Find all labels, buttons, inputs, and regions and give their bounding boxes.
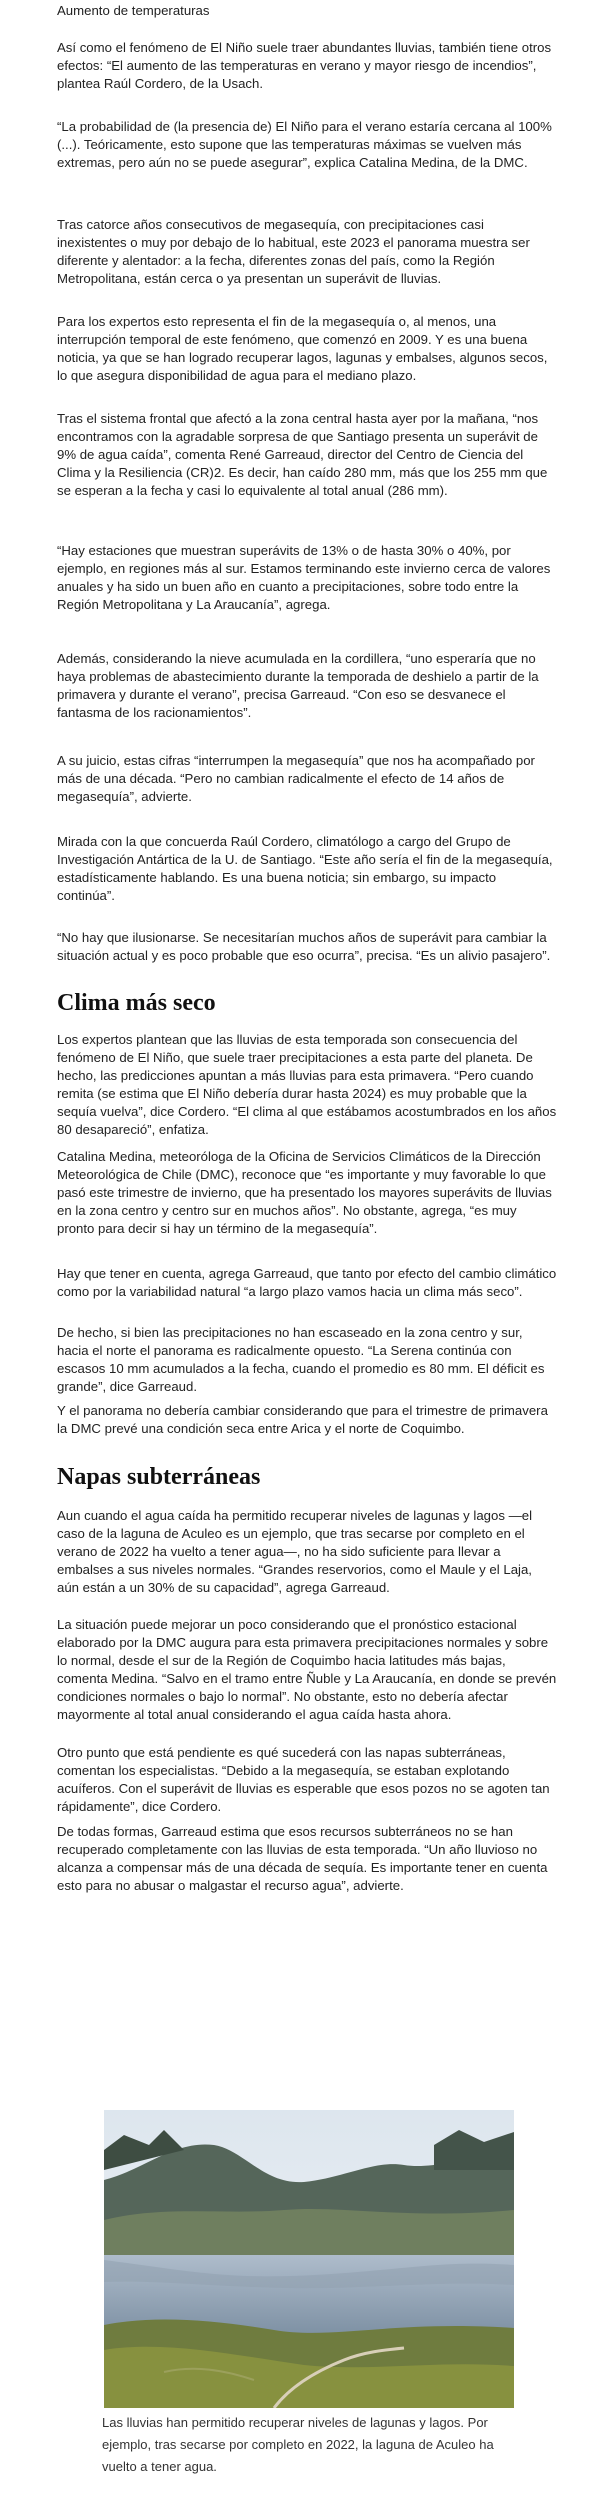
- paragraph: Para los expertos esto representa el fin de la megasequía o, al menos, una interrupción temporal de este fenómeno, que comenzó en 2009. Y es una buena noticia, ya que se han logrado recuperar lagos, lagunas y embalses, algunos secos, lo que asegura disponibilidad de agua para el mediano plazo.: [57, 314, 548, 383]
- paragraph: Hay que tener en cuenta, agrega Garreaud, que tanto por efecto del cambio climático como por la variabilidad natural “a largo plazo vamos hacia un clima más seco”.: [57, 1266, 557, 1299]
- photo-caption: Las lluvias han permitido recuperar niveles de lagunas y lagos. Por ejemplo, tras secarse por completo en 2022, la laguna de Aculeo ha vuelto a tener agua.: [102, 2415, 494, 2474]
- paragraph: Tras el sistema frontal que afectó a la zona central hasta ayer por la mañana, “nos encontramos con la agradable sorpresa de que Santiago presenta un superávit de 9% de agua caída”, comenta René Garreaud, director del Centro de Ciencia del Clima y la Resiliencia (CR)2. Es decir, han caído 280 mm, más que los 255 mm que se esperan a la fecha y casi lo equivalente al total anual (286 mm).: [57, 411, 548, 498]
- paragraph: Los expertos plantean que las lluvias de esta temporada son consecuencia del fenómeno de El Niño, que suele traer precipitaciones a esta parte del planeta. De hecho, las predicciones apuntan a más lluvias para esta primavera. “Pero cuando remita (se estima que El Niño debería durar hasta 2024) es muy probable que la sequía vuelva”, dice Cordero. “El clima al que estábamos acostumbrados en los años 80 desapareció”, enfatiza.: [57, 1032, 557, 1137]
- paragraph: La situación puede mejorar un poco considerando que el pronóstico estacional elaborado por la DMC augura para esta primavera precipitaciones normales y sobre lo normal, desde el sur de la Región de Coquimbo hacia latitudes más bajas, comenta Medina. “Salvo en el tramo entre Ñuble y La Araucanía, en donde se prevén condiciones normales o bajo lo normal”. No obstante, esto no debería afectar mayormente al total anual considerando el agua caída hasta ahora.: [57, 1617, 557, 1722]
- paragraph: Otro punto que está pendiente es qué sucederá con las napas subterráneas, comentan los especialistas. “Debido a la megasequía, se estaban explotando acuíferos. Con el superávit de lluvias es esperable que esos pozos no se agoten tan rápidamente”, dice Cordero.: [57, 1745, 550, 1814]
- paragraph: A su juicio, estas cifras “interrumpen la megasequía” que nos ha acompañado por más de una década. “Pero no cambian radicalmente el efecto de 14 años de megasequía”, advierte.: [57, 753, 535, 804]
- paragraph-subheading: Aumento de temperaturas: [57, 3, 210, 18]
- paragraph: Aun cuando el agua caída ha permitido recuperar niveles de lagunas y lagos —el caso de la laguna de Aculeo es un ejemplo, que tras secarse por completo en el verano de 2022 ha vuelto a tener agua—, no ha sido suficiente para llevar a embalses a sus niveles normales. “Grandes reservorios, como el Maule y el Laja, aún están a un 30% de su capacidad”, agrega Garreaud.: [57, 1508, 533, 1595]
- lagoon-photo: [104, 2110, 514, 2408]
- paragraph: Además, considerando la nieve acumulada en la cordillera, “uno esperaría que no haya problemas de abastecimiento durante la temporada de deshielo a partir de la primavera y durante el verano”, precisa Garreaud. “Con eso se desvanece el fantasma de los racionamientos”.: [57, 651, 539, 720]
- paragraph: De todas formas, Garreaud estima que esos recursos subterráneos no se han recuperado completamente con las lluvias de esta temporada. “Un año lluvioso no alcanza a compensar más de una década de sequía. Es importante tener en cuenta esto para no abusar o malgastar el recurso agua”, advierte.: [57, 1824, 548, 1893]
- paragraph: Así como el fenómeno de El Niño suele traer abundantes lluvias, también tiene otros efectos: “El aumento de las temperaturas en verano y mayor riesgo de incendios”, plantea Raúl Cordero, de la Usach.: [57, 40, 552, 91]
- paragraph: Catalina Medina, meteoróloga de la Oficina de Servicios Climáticos de la Dirección Meteorológica de Chile (DMC), reconoce que “es importante y muy favorable lo que pasó este trimestre de invierno, que ha presentado los mayores superávits de lluvias en la zona centro y centro sur en muchos años”. No obstante, agrega, “es muy pronto para decir si hay un término de la megasequía”.: [57, 1149, 552, 1236]
- section-heading-napas: Napas subterráneas: [57, 1464, 261, 1490]
- paragraph: Tras catorce años consecutivos de megasequía, con precipitaciones casi inexistentes o muy por debajo de lo habitual, este 2023 el panorama muestra ser diferente y alentador: a la fecha, diferentes zonas del país, como la Región Metropolitana, están cerca o ya presentan un superávit de lluvias.: [57, 217, 530, 286]
- paragraph: Y el panorama no debería cambiar considerando que para el trimestre de primavera la DMC prevé una condición seca entre Arica y el norte de Coquimbo.: [57, 1403, 548, 1436]
- section-heading-clima: Clima más seco: [57, 990, 216, 1016]
- paragraph: De hecho, si bien las precipitaciones no han escaseado en la zona centro y sur, hacia el norte el panorama es radicalmente opuesto. “La Serena continúa con escasos 10 mm acumulados a la fecha, cuando el promedio es 80 mm. El déficit es grande”, dice Garreaud.: [57, 1325, 545, 1394]
- paragraph: Mirada con la que concuerda Raúl Cordero, climatólogo a cargo del Grupo de Investigación Antártica de la U. de Santiago. “Este año sería el fin de la megasequía, estadísticamente hablando. Es una buena noticia; sin embargo, su impacto continúa”.: [57, 834, 553, 903]
- paragraph: “La probabilidad de (la presencia de) El Niño para el verano estaría cercana al 100% (...). Teóricamente, esto supone que las temperaturas máximas se vuelven más extremas, pero aún no se puede asegurar”, explica Catalina Medina, de la DMC.: [57, 119, 552, 170]
- paragraph: “No hay que ilusionarse. Se necesitarían muchos años de superávit para cambiar la situación actual y es poco probable que eso ocurra”, precisa. “Es un alivio pasajero”.: [57, 930, 551, 963]
- article-figure: [104, 2110, 514, 2478]
- paragraph: “Hay estaciones que muestran superávits de 13% o de hasta 30% o 40%, por ejemplo, en regiones más al sur. Estamos terminando este invierno cerca de valores anuales y ha sido un buen año en cuanto a precipitaciones, sobre todo entre la Región Metropolitana y La Araucanía”, agrega.: [57, 543, 551, 612]
